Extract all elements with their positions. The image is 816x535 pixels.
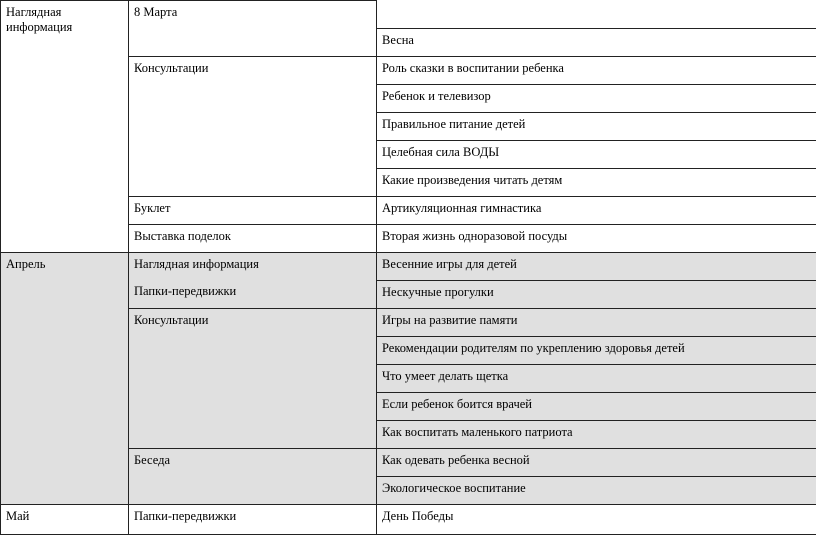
type-cell: Консультации xyxy=(129,309,377,449)
type-label: Наглядная информация xyxy=(134,257,259,271)
type-cell: Консультации xyxy=(129,57,377,197)
topic-cell: Целебная сила ВОДЫ xyxy=(377,141,816,169)
type-cell: Выставка поделок xyxy=(129,225,377,253)
topic-cell: Экологическое воспитание xyxy=(377,477,816,505)
topic-cell: Весенние игры для детей xyxy=(377,253,816,281)
type-cell xyxy=(129,253,377,309)
topic-cell: Вторая жизнь одноразовой посуды xyxy=(377,225,816,253)
type-cell: Буклет xyxy=(129,197,377,225)
type-label: Папки-передвижки xyxy=(134,284,371,299)
topic-cell: Правильное питание детей xyxy=(377,113,816,141)
topic-cell-empty xyxy=(377,1,816,29)
topic-cell: Как воспитать маленького патриота xyxy=(377,421,816,449)
type-cell: Беседа xyxy=(129,449,377,505)
type-cell: Папки-передвижки xyxy=(129,505,377,535)
topic-cell: Ребенок и телевизор xyxy=(377,85,816,113)
topic-cell: Рекомендации родителям по укреплению здоровья детей xyxy=(377,337,816,365)
month-cell-april: Апрель xyxy=(1,253,129,505)
topic-cell: Весна xyxy=(377,29,816,57)
topic-cell: Что умеет делать щетка xyxy=(377,365,816,393)
topic-cell: Если ребенок боится врачей xyxy=(377,393,816,421)
topic-cell: Какие произведения читать детям xyxy=(377,169,816,197)
topic-cell: Игры на развитие памяти xyxy=(377,309,816,337)
topic-cell: День Победы xyxy=(377,505,816,535)
topic-cell: Как одевать ребенка весной xyxy=(377,449,816,477)
topic-cell: Роль сказки в воспитании ребенка xyxy=(377,57,816,85)
topic-cell: Нескучные прогулки xyxy=(377,281,816,309)
month-cell-may: Май xyxy=(1,505,129,535)
type-cell: 8 Марта xyxy=(129,1,377,57)
topic-cell: Артикуляционная гимнастика xyxy=(377,197,816,225)
month-cell-march: Наглядная информация xyxy=(1,1,129,253)
